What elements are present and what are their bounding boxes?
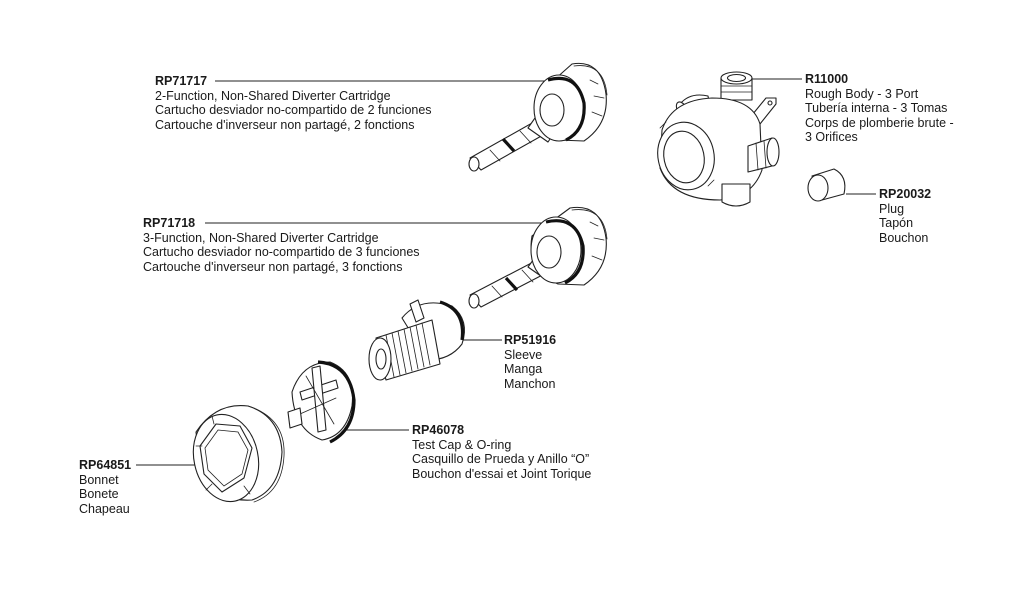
description-english: 2-Function, Non-Shared Diverter Cartridge — [155, 88, 391, 103]
part-number: RP71718 — [143, 216, 196, 230]
part-number: RP51916 — [504, 333, 557, 347]
callout-r11000 — [805, 72, 954, 145]
description-french: Chapeau — [79, 501, 130, 516]
description-spanish: Casquillo de Prueda y Anillo “O” — [412, 452, 590, 467]
description-french: Bouchon d'essai et Joint Torique — [412, 466, 592, 481]
description-spanish: Cartucho desviador no-compartido de 3 funciones — [143, 245, 420, 260]
callout-rp46078 — [412, 423, 591, 481]
callout-rp71717 — [155, 74, 432, 132]
callout-rp20032 — [879, 187, 931, 245]
description-spanish: Tapón — [879, 216, 914, 231]
description-spanish: Tubería interna - 3 Tomas — [805, 101, 948, 116]
description-english: Test Cap & O-ring — [412, 437, 512, 452]
bonnet-drawing — [186, 406, 285, 508]
description-english: Sleeve — [504, 347, 543, 362]
rough-body-drawing — [652, 72, 779, 206]
description-english: Rough Body - 3 Port — [805, 86, 919, 101]
description-english: Bonnet — [79, 472, 119, 487]
part-number: RP71717 — [155, 74, 208, 88]
callout-rp51916 — [504, 333, 556, 391]
description-english: Plug — [879, 201, 905, 216]
description-english: 3-Function, Non-Shared Diverter Cartridge — [143, 230, 379, 245]
description-french-continued: 3 Orifices — [805, 130, 858, 145]
test-cap-drawing — [288, 362, 354, 442]
sleeve-drawing — [369, 300, 464, 380]
description-spanish: Manga — [504, 362, 543, 377]
part-number: RP20032 — [879, 187, 932, 201]
cartridge-3-function-drawing — [469, 207, 607, 308]
plug-drawing — [808, 169, 845, 201]
description-french: Corps de plomberie brute - — [805, 115, 954, 130]
callout-rp64851 — [79, 458, 131, 516]
description-spanish: Bonete — [79, 487, 119, 502]
part-number: RP64851 — [79, 458, 132, 472]
callout-rp71718 — [143, 216, 420, 274]
description-french: Manchon — [504, 376, 556, 391]
description-french: Bouchon — [879, 230, 929, 245]
description-french: Cartouche d'inverseur non partagé, 2 fonctions — [155, 117, 415, 132]
cartridge-2-function-drawing — [469, 63, 607, 171]
description-spanish: Cartucho desviador no-compartido de 2 funciones — [155, 103, 432, 118]
part-number: RP46078 — [412, 423, 465, 437]
part-number: R11000 — [805, 72, 849, 86]
description-french: Cartouche d'inverseur non partagé, 3 fonctions — [143, 259, 403, 274]
